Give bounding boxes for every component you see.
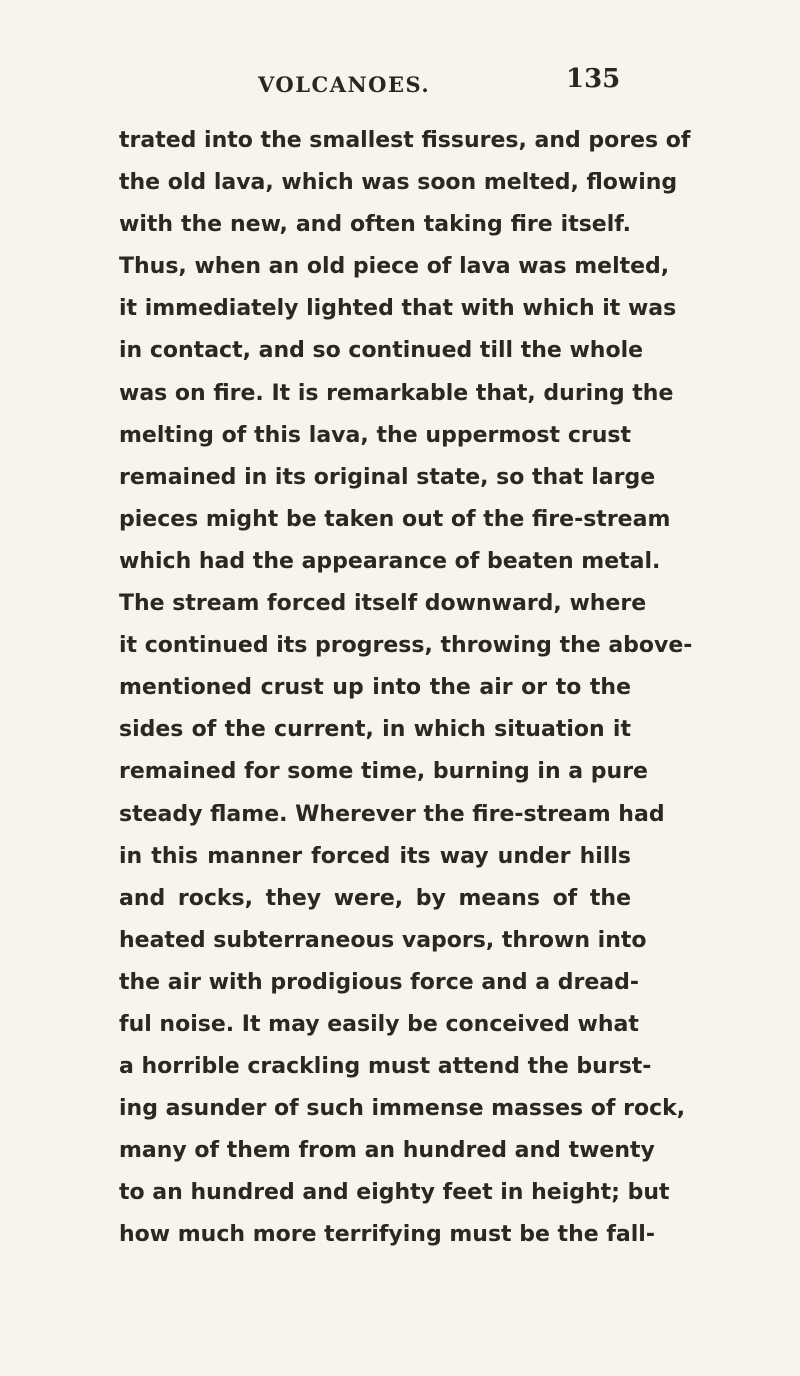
text-line: remained in its original state, so that large	[119, 464, 656, 490]
text-line: to an hundred and eighty feet in height; but	[119, 1180, 670, 1206]
text-line: pieces might be taken out of the fire-stream	[119, 506, 671, 532]
page-number: 135	[566, 64, 621, 94]
text-line: it immediately lighted that with which it was	[119, 296, 677, 322]
running-title: VOLCANOES.	[258, 72, 431, 97]
text-line: the air with prodigious force and a dread-	[119, 969, 639, 995]
text-line: many of them from an hundred and twenty	[119, 1138, 655, 1164]
body-text	[119, 120, 693, 1257]
text-line: with the new, and often taking fire itself.	[119, 212, 631, 238]
text-line: remained for some time, burning in a pure	[119, 759, 648, 785]
text-line: melting of this lava, the uppermost crust	[119, 422, 631, 448]
text-line: heated subterraneous vapors, thrown into	[119, 927, 647, 953]
running-head	[0, 64, 800, 104]
text-line: ful noise. It may easily be conceived what	[119, 1011, 639, 1037]
text-line: in this manner forced its way under hills	[119, 843, 631, 869]
text-line: it continued its progress, throwing the above-	[119, 633, 693, 659]
text-line: was on fire. It is remarkable that, during the	[119, 380, 674, 406]
text-line: a horrible crackling must attend the burst-	[119, 1054, 652, 1080]
text-line: steady flame. Wherever the fire-stream had	[119, 801, 665, 827]
text-line: the old lava, which was soon melted, flowing	[119, 170, 678, 196]
text-line: Thus, when an old piece of lava was melted,	[119, 254, 670, 280]
text-line: and rocks, they were, by means of the	[119, 885, 631, 911]
text-line: trated into the smallest fissures, and pores of	[119, 128, 691, 153]
text-line: ing asunder of such immense masses of rock,	[119, 1096, 686, 1122]
text-line: sides of the current, in which situation it	[119, 717, 631, 743]
text-line: how much more terrifying must be the fall-	[119, 1222, 655, 1248]
text-line: mentioned crust up into the air or to the	[119, 675, 631, 701]
text-line: The stream forced itself downward, where	[119, 591, 647, 617]
text-line: in contact, and so continued till the whole	[119, 338, 644, 364]
text-line: which had the appearance of beaten metal.	[119, 548, 661, 574]
